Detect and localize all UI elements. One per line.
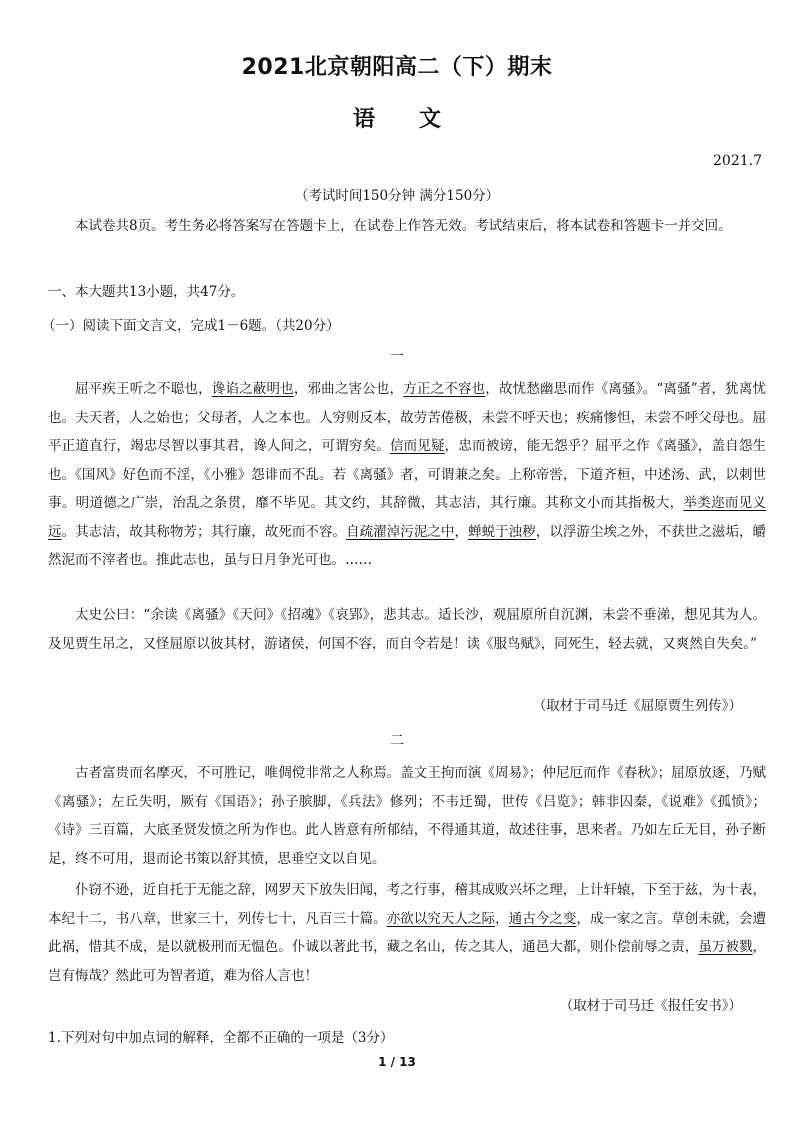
text-segment: 仆窃不逊，近自托于无能之辞，网罗天下放失旧闻，考之行事，稽其成败兴坏之理，上计轩辕，下至于兹，为十表，本纪十二，书八章，世家三十，列传七十，凡百三十篇。 [48,882,766,927]
part-one-mark: 一 [390,349,404,365]
passage-two-paragraph-2 [48,876,766,990]
exam-info: （考试时间150分钟 满分150分） [294,188,500,204]
source-citation-1: （取材于司马迁《屈原贾生列传》） [532,698,742,714]
exam-date: 2021.7 [713,153,762,169]
underlined-phrase: 谗谄之蔽明也 [211,381,294,397]
underlined-phrase: 通古今之变 [508,910,577,927]
section-heading: 一、本大题共13小题，共47分。 [48,284,245,300]
underlined-phrase: 亦欲以究天人之际 [386,910,496,927]
part-two-mark: 二 [390,733,404,749]
text-segment: ，岂有悔哉？然此可为智者道，难为俗人言也！ [48,939,767,984]
page-number: 1 / 13 [378,1055,416,1069]
source-citation-2: （取材于司马迁《报任安书》） [559,998,742,1014]
text-segment: ，故忧愁幽思而作《离骚》。“离骚”者，犹离忧也。夫天者，人之始也；父母者，人之本也。人穷则反本，故劳苦倦极，未尝不呼天也；疾痛惨怛，未尝不呼父母也。屈平正道直行，竭忠尽智以事其君，谗人间之，可谓穷矣。 [48,381,767,454]
passage-one-paragraph-1 [48,375,766,575]
text-segment: ，忠而被谤，能无怨乎？屈平之作《离骚》，盖自怨生也。《国风》好色而不淫，《小雅》怨诽而不乱。若《离骚》者，可谓兼之矣。上称帝喾，下道齐桓，中述汤、武，以刺世事。明道德之广崇，治乱之条贯，靡不毕见。其文约，其辞微，其志洁，其行廉。其称文小而其指极大， [48,438,767,511]
page-title: 2021北京朝阳高二（下）期末 [241,55,553,80]
paragraph-text: 太史公曰：“余读《离骚》《天问》《招魂》《哀郢》，悲其志。适长沙，观屈原所自沉渊，未尝不垂涕，想见其为人。及见贾生吊之，又怪屈原以彼其材，游诸侯，何国不容，而自令若是！读《服鸟赋》，同死生，轻去就，又爽然自失矣。” [48,607,766,652]
underlined-phrase: 举类迩而见义远 [48,495,767,540]
text-segment: 。其志洁，故其称物芳；其行廉，故死而不容。 [61,523,347,540]
text-segment: ， [454,523,469,540]
text-segment: 屈平疾王听之不聪也， [75,381,212,397]
underlined-phrase: 蝉蜕于浊秽 [468,523,536,540]
passage-one-paragraph-2 [48,601,766,658]
paragraph-text: 古者富贵而名摩灭，不可胜记，唯倜傥非常之人称焉。盖文王拘而演《周易》；仲尼厄而作《春秋》；屈原放逐，乃赋《离骚》；左丘失明，厥有《国语》；孙子膑脚，《兵法》修列；不韦迁蜀，世传《吕览》；韩非囚秦，《说难》《孤愤》；《诗》三百篇，大底圣贤发愤之所为作也。此人皆意有所郁结，不得通其道，故述往事，思来者。乃如左丘无目，孙子断足，终不可用，退而论书策以舒其愤，思垂空文以自见。 [48,765,766,867]
instructions-text: 本试卷共8页。考生务必将答案写在答题卡上，在试卷上作答无效。考试结束后，将本试卷和答题卡一并交回。 [75,218,732,234]
underlined-phrase: 方正之不容也 [403,381,486,397]
text-segment: ，邪曲之害公也， [293,381,404,397]
instructions [48,212,766,241]
section-sub-heading: （一）阅读下面文言文，完成1－6题。（共20分） [42,318,340,334]
question-1: 1.下列对句中加点词的解释，全都不正确的一项是（3分） [48,1030,394,1046]
underlined-phrase: 自疏濯淖污泥之中 [346,523,455,540]
passage-two-paragraph-1 [48,759,766,873]
text-segment: ，以浮游尘埃之外，不获世之滋垢，皭然泥而不滓者也。推此志也，虽与日月争光可也。…… [48,523,767,568]
subject-title: 语文 [352,107,485,132]
text-segment: ，成一家之言。草创未就，会遭此祸，惜其不成，是以就极刑而无愠色。仆诚以著此书，藏之名山，传之其人，通邑大都，则仆偿前辱之责， [48,910,767,955]
text-segment: ， [495,910,509,927]
underlined-phrase: 信而见疑 [389,438,445,454]
underlined-phrase: 虽万被戮 [698,939,753,955]
